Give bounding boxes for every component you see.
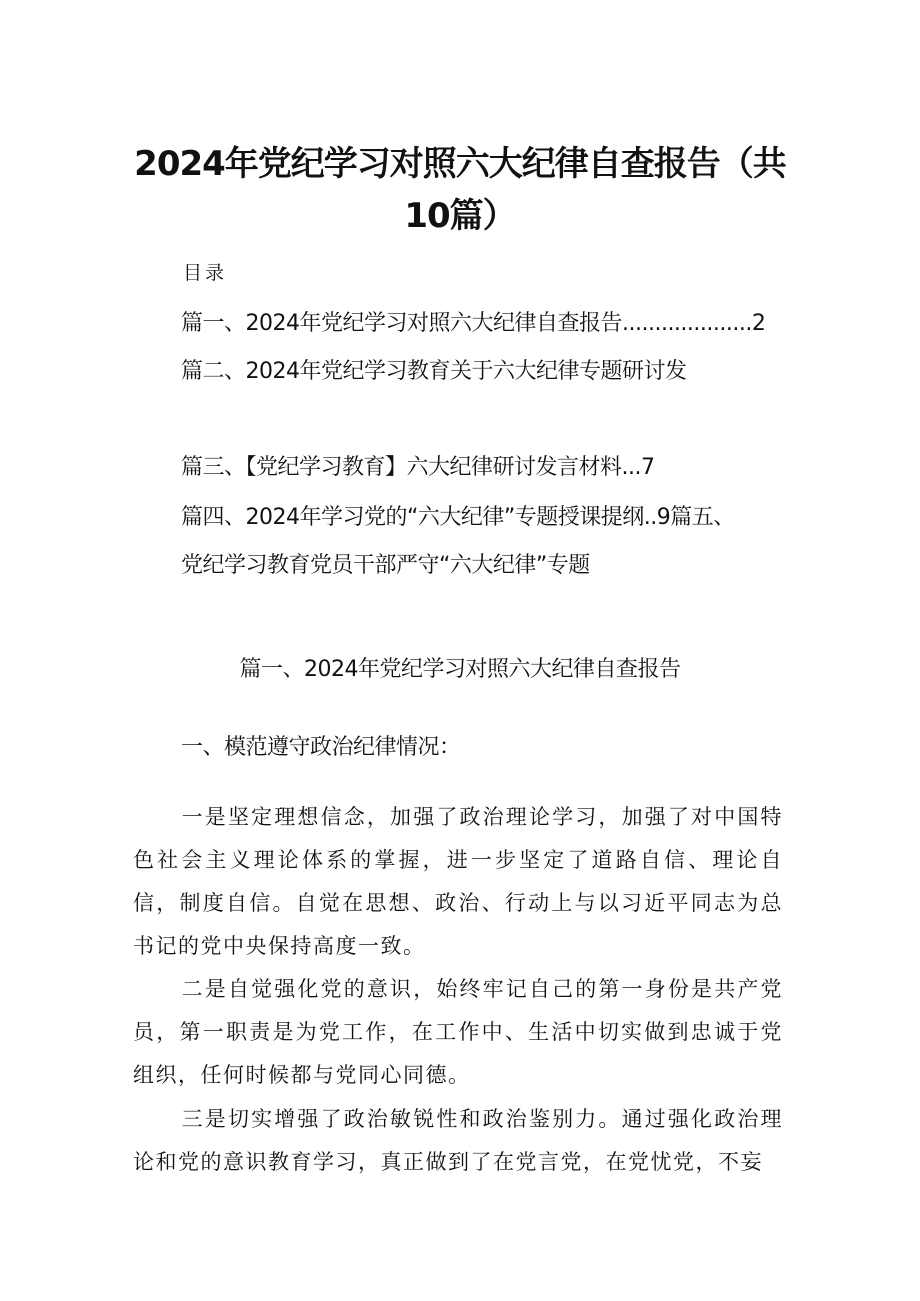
toc-item-3[interactable]: 篇三、【党纪学习教育】六大纪律研讨发言材料...7	[181, 455, 655, 480]
paragraph-2	[133, 968, 783, 1097]
paragraph-3	[133, 1098, 783, 1184]
subheading: 一、模范遵守政治纪律情况：	[181, 735, 461, 760]
toc-item-5[interactable]: 党纪学习教育党员干部严守“六大纪律”专题	[181, 553, 590, 578]
toc-item-4[interactable]: 篇四、2024年学习党的“六大纪律”专题授课提纲..9篇五、	[181, 505, 735, 530]
toc-item-1[interactable]: 篇一、2024年党纪学习对照六大纪律自查报告....................2	[181, 311, 766, 336]
document-title	[120, 138, 800, 242]
toc-heading: 目录	[183, 262, 228, 284]
paragraph-1-text: 一是坚定理想信念，加强了政治理论学习，加强了对中国特色社会主义理论体系的掌握，进一步坚定了道路自信、理论自信，制度自信。自觉在思想、政治、行动上与以习近平同志为总书记的党中央保持高度一致。	[133, 805, 783, 958]
toc-item-2[interactable]: 篇二、2024年党纪学习教育关于六大纪律专题研讨发	[181, 359, 687, 384]
paragraph-1	[133, 796, 783, 968]
title-line-1: 2024年党纪学习对照六大纪律自查报告（共	[134, 144, 786, 184]
paragraph-2-text: 二是自觉强化党的意识，始终牢记自己的第一身份是共产党员，第一职责是为党工作，在工作中、生活中切实做到忠诚于党组织，任何时候都与党同心同德。	[133, 977, 783, 1087]
section-title: 篇一、2024年党纪学习对照六大纪律自查报告	[239, 657, 681, 682]
title-line-2: 10篇）	[404, 196, 516, 236]
paragraph-3-text: 三是切实增强了政治敏锐性和政治鉴别力。通过强化政治理论和党的意识教育学习，真正做到了在党言党，在党忧党，不妄	[133, 1107, 783, 1174]
